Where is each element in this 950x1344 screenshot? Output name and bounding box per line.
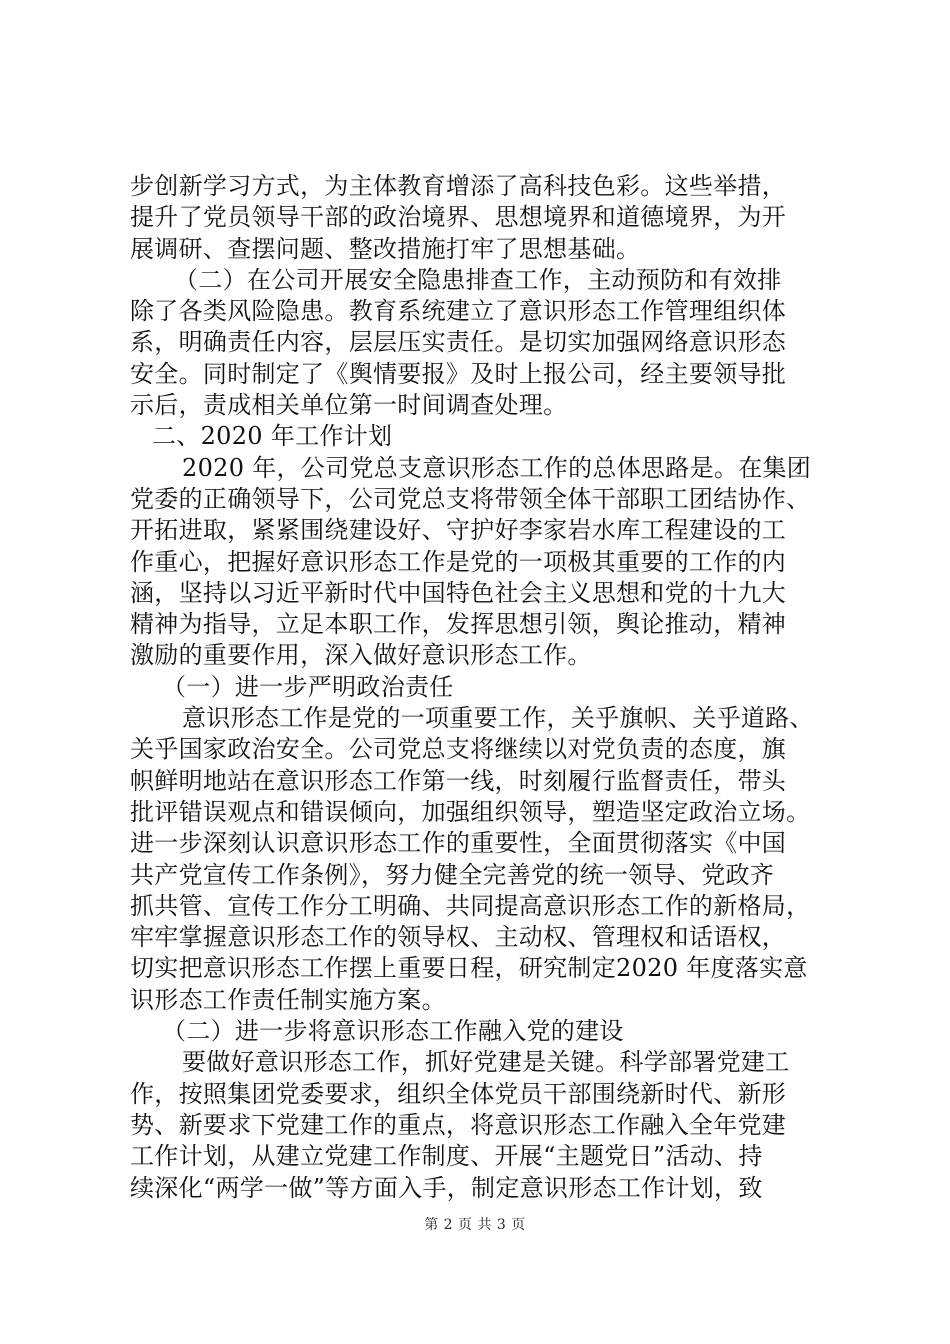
text-line: 帜鲜明地站在意识形态工作第一线，时刻履行监督责任，带头 bbox=[130, 766, 787, 795]
text-line: 意识形态工作是党的一项重要工作，关乎旗帜、关乎道路、 bbox=[182, 704, 814, 733]
text-line: 续深化“两学一做”等方面入手，制定意识形态工作计划，致 bbox=[130, 1173, 763, 1202]
text-line: 精神为指导，立足本职工作，发挥思想引领，舆论推动，精神 bbox=[130, 610, 787, 639]
text-line: 党委的正确领导下，公司党总支将带领全体干部职工团结协作、 bbox=[130, 484, 811, 513]
text-line: 提升了党员领导干部的政治境界、思想境界和道德境界，为开 bbox=[130, 203, 787, 232]
text-line: 二、2020 年工作计划 bbox=[152, 422, 393, 451]
text-line: （二）在公司开展安全隐患排查工作，主动预防和有效排 bbox=[174, 265, 782, 294]
text-line: 开拓进取，紧紧围绕建设好、守护好李家岩水库工程建设的工 bbox=[130, 516, 787, 545]
text-line: 切实把意识形态工作摆上重要日程，研究制定2020 年度落实意 bbox=[130, 954, 808, 983]
text-line: 2020 年，公司党总支意识形态工作的总体思路是。在集团 bbox=[182, 453, 812, 482]
text-line: 步创新学习方式，为主体教育增添了高科技色彩。这些举措， bbox=[130, 172, 787, 200]
text-line: 抓共管、宣传工作分工明确、共同提高意识形态工作的新格局， bbox=[130, 891, 811, 920]
text-line: 作，按照集团党委要求，组织全体党员干部围绕新时代、新形 bbox=[130, 1079, 787, 1108]
text-line: 涵，坚持以习近平新时代中国特色社会主义思想和党的十九大 bbox=[130, 578, 787, 607]
text-line: 除了各类风险隐患。教育系统建立了意识形态工作管理组织体 bbox=[130, 297, 787, 326]
text-line: （一）进一步严明政治责任 bbox=[162, 672, 454, 701]
text-line: 安全。同时制定了《舆情要报》及时上报公司，经主要领导批 bbox=[130, 359, 787, 388]
text-line: 关乎国家政治安全。公司党总支将继续以对党负责的态度，旗 bbox=[130, 735, 787, 764]
text-line: 进一步深刻认识意识形态工作的重要性，全面贯彻落实《中国 bbox=[130, 829, 787, 858]
text-line: 批评错误观点和错误倾向，加强组织领导，塑造坚定政治立场。 bbox=[130, 797, 811, 826]
document-body bbox=[130, 171, 830, 1204]
text-line: 工作计划，从建立党建工作制度、开展“主题党日”活动、持 bbox=[130, 1142, 763, 1171]
text-line: 共产党宣传工作条例》，努力健全完善党的统一领导、党政齐 bbox=[130, 860, 775, 889]
text-line: 作重心，把握好意识形态工作是党的一项极其重要的工作的内 bbox=[130, 547, 787, 576]
text-line: 识形态工作责任制实施方案。 bbox=[130, 985, 446, 1014]
text-line: 系，明确责任内容，层层压实责任。是切实加强网络意识形态 bbox=[130, 328, 787, 357]
page-footer: 第 2 页 共 3 页 bbox=[424, 1217, 526, 1233]
text-line: 激励的重要作用，深入做好意识形态工作。 bbox=[130, 641, 592, 670]
text-line: 要做好意识形态工作，抓好党建是关键。科学部署党建工 bbox=[182, 1048, 790, 1077]
text-line: （二）进一步将意识形态工作融入党的建设 bbox=[162, 1017, 624, 1046]
text-line: 势、新要求下党建工作的重点，将意识形态工作融入全年党建 bbox=[130, 1110, 787, 1139]
text-line: 牢牢掌握意识形态工作的领导权、主动权、管理权和话语权， bbox=[130, 923, 787, 952]
text-line: 展调研、查摆问题、整改措施打牢了思想基础。 bbox=[130, 234, 641, 263]
text-line: 示后，责成相关单位第一时间调查处理。 bbox=[130, 391, 568, 420]
